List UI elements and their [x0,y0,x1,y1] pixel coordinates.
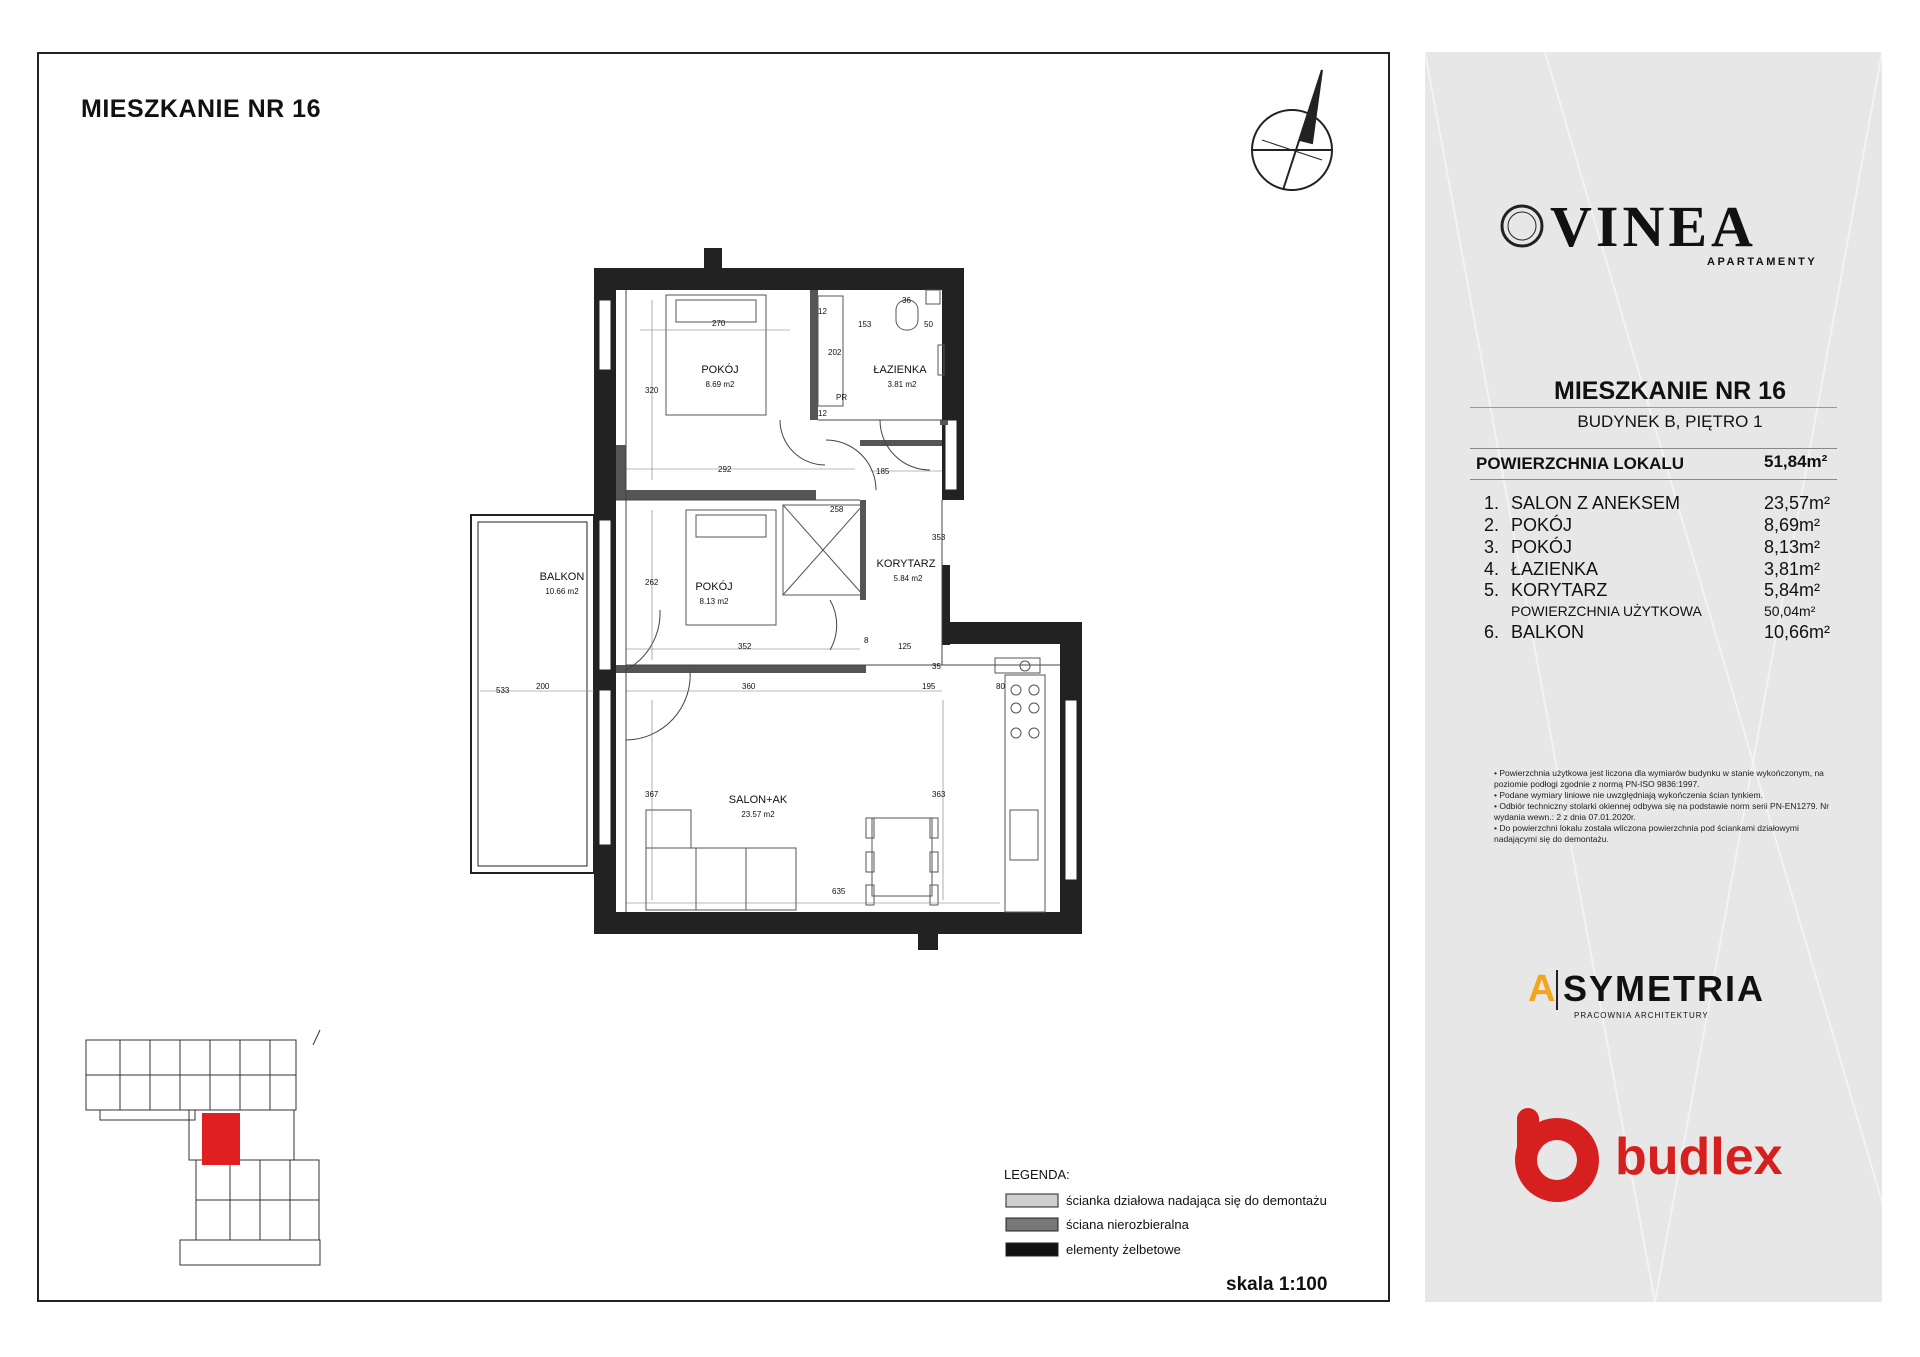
panel-title: MIESZKANIE NR 16 [1554,377,1786,405]
usable-area-label: POWIERZCHNIA UŻYTKOWA [1511,603,1702,619]
note-item: • Do powierzchni lokalu została wliczona powierzchnia pod ściankami działowymi nadającymi się do demontażu. [1494,823,1799,844]
dimension-label: 185 [876,467,890,476]
symetria-mark: A [1528,968,1556,1010]
room-label: BALKON [539,571,585,583]
room-value: 3,81m² [1764,559,1821,579]
dimension-label: 8 [864,636,869,645]
room-area: 8.69 m2 [705,380,735,389]
room-label: SALON+AK [728,794,788,806]
dimension-label: 12 [818,307,827,316]
room-number: 1. [1484,493,1500,513]
room-value: 10,66m² [1764,622,1831,642]
room-name: POKÓJ [1511,537,1573,557]
dimension-label: 320 [645,386,659,395]
dimension-label: 202 [828,348,842,357]
dimension-label: 12 [818,409,827,418]
legend-item: elementy żelbetowe [1066,1242,1181,1257]
dimension-label: 125 [898,642,912,651]
architect-subtitle: PRACOWNIA ARCHITEKTURY [1574,1011,1709,1020]
room-value: 8,13m² [1764,537,1821,557]
dimension-label: 533 [496,686,510,695]
dimension-label: 36 [902,296,911,305]
dimension-label: 195 [922,682,936,691]
brand-subtitle: APARTAMENTY [1707,256,1818,268]
room-area: 5.84 m2 [893,574,923,583]
room-area: 23.57 m2 [741,810,775,819]
panel-subtitle: BUDYNEK B, PIĘTRO 1 [1577,412,1763,431]
dimension-label: 352 [738,642,752,651]
legend-title: LEGENDA: [1004,1167,1070,1182]
dimension-label: 80 [996,682,1005,691]
room-number: 6. [1484,622,1500,642]
plan-title: MIESZKANIE NR 16 [81,95,321,123]
usable-area-value: 50,04m² [1764,603,1816,619]
room-number: 5. [1484,580,1500,600]
room-area: 10.66 m2 [545,587,579,596]
dimension-label: 367 [645,790,659,799]
legend-item: ściana nierozbieralna [1066,1217,1189,1232]
room-name: KORYTARZ [1511,580,1608,600]
fixture-label: PR [836,393,848,402]
room-label: KORYTARZ [876,558,936,570]
legend-item: ścianka działowa nadająca się do demontażu [1066,1193,1327,1208]
room-name: POKÓJ [1511,515,1573,535]
brand-name: VINEA [1550,194,1757,259]
room-area: 8.13 m2 [699,597,729,606]
dimension-label: 153 [858,320,872,329]
area-value: 51,84m² [1764,452,1828,471]
architect-name: SYMETRIA [1563,968,1766,1009]
dimension-label: 363 [932,790,946,799]
dimension-label: 200 [536,682,550,691]
dimension-label: 258 [830,505,844,514]
room-value: 5,84m² [1764,580,1821,600]
dimension-label: 270 [712,319,726,328]
room-value: 8,69m² [1764,515,1821,535]
room-area: 3.81 m2 [887,380,917,389]
area-label: POWIERZCHNIA LOKALU [1476,454,1685,473]
note-item: • Odbiór techniczny stolarki okiennej odbywa się na podstawie norm serii PN-EN1279. Nr wydania wewn.: 2 z dnia 07.01.2020r. [1494,801,1830,822]
room-name: BALKON [1511,622,1585,642]
room-label: POKÓJ [701,364,739,376]
dimension-label: 262 [645,578,659,587]
room-name: SALON Z ANEKSEM [1511,493,1681,513]
dimension-label: 35 [932,662,941,671]
dimension-label: 635 [832,887,846,896]
room-name: ŁAZIENKA [1511,559,1599,579]
note-item: • Powierzchnia użytkowa jest liczona dla wymiarów budynku w stanie wykończonym, na poziomie podłogi zgodnie z normą PN-ISO 9836:1997. [1494,768,1824,789]
dimension-label: 360 [742,682,756,691]
room-number: 4. [1484,559,1500,579]
dimension-label: 353 [932,533,946,542]
room-value: 23,57m² [1764,493,1831,513]
note-item: • Podane wymiary liniowe nie uwzględniają wykończenia ścian tynkiem. [1494,790,1763,800]
room-label: ŁAZIENKA [873,364,927,376]
room-number: 2. [1484,515,1500,535]
developer-name: budlex [1615,1128,1783,1186]
scale-label: skala 1:100 [1226,1274,1328,1295]
room-label: POKÓJ [695,581,733,593]
room-number: 3. [1484,537,1500,557]
dimension-label: 292 [718,465,732,474]
dimension-label: 50 [924,320,933,329]
